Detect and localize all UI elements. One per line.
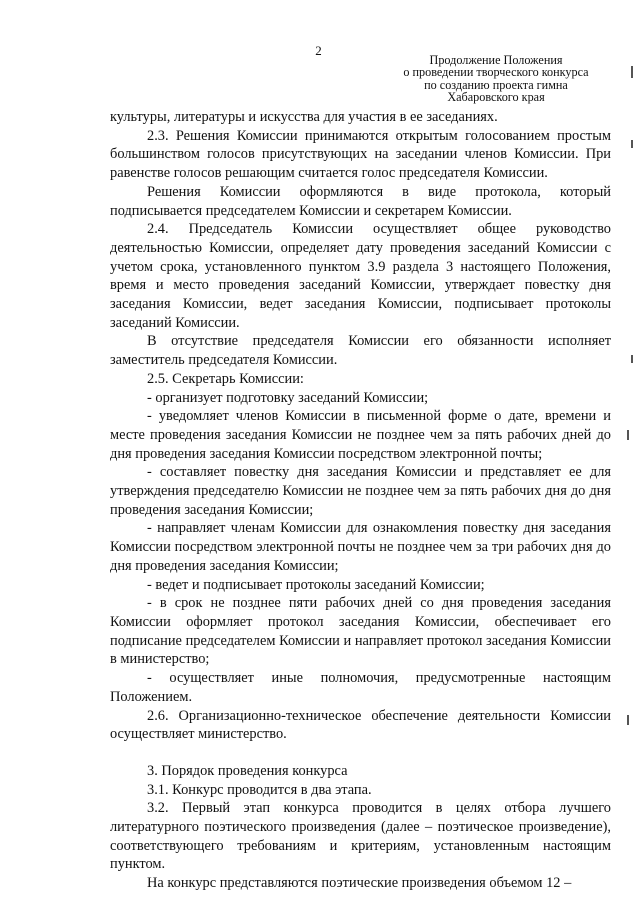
paragraph: культуры, литературы и искусства для участия в ее заседаниях.: [110, 109, 498, 125]
header-note-line: Продолжение Положения: [429, 53, 563, 67]
header-note-line: Хабаровского края: [447, 90, 545, 105]
scan-mark: [627, 715, 629, 725]
scan-mark: [631, 355, 633, 363]
paragraph: Решения Комиссии оформляются в виде протокола, который подписывается председателем Комиссии и секретарем Комиссии.: [110, 183, 611, 219]
scan-mark: [631, 66, 633, 78]
page-number: 2: [315, 43, 322, 58]
document-body: [110, 108, 611, 893]
header-note-line: по созданию проекта гимна: [424, 77, 568, 92]
list-item: - ведет и подписывает протоколы заседаний Комиссии;: [147, 576, 485, 593]
paragraph: 2.6. Организационно-техническое обеспечение деятельности Комиссии осуществляет министерство.: [110, 707, 611, 743]
paragraph: 3.1. Конкурс проводится в два этапа.: [147, 781, 372, 798]
scan-mark: [627, 430, 629, 440]
paragraph: На конкурс представляются поэтические произведения объемом 12 –: [147, 875, 572, 892]
list-item: - направляет членам Комиссии для ознакомления повестку дня заседания Комиссии посредством электронной почты не позднее чем за три рабочих дня до дня проведения заседания Комиссии;: [110, 520, 611, 574]
paragraph: 2.5. Секретарь Комиссии:: [147, 370, 304, 387]
section-title: 3. Порядок проведения конкурса: [147, 762, 348, 779]
list-item: - составляет повестку дня заседания Комиссии и представляет ее для утверждения председателю Комиссии не позднее чем за пять рабочих дня до дня проведения заседания Комиссии;: [110, 464, 611, 518]
list-item: - осуществляет иные полномочия, предусмотренные настоящим Положением.: [110, 670, 611, 705]
paragraph: 3.2. Первый этап конкурса проводится в целях отбора лучшего литературного поэтического произведения (далее – поэтическое произведение), соответствующего требованиям и критериям, установленным настоящим пунктом.: [110, 800, 611, 873]
scan-mark: [631, 140, 633, 148]
header-note-line: о проведении творческого конкурса: [403, 65, 589, 80]
header-note: [391, 54, 601, 104]
list-item: - в срок не позднее пяти рабочих дней со дня проведения заседания Комиссии оформляет протокол заседания Комиссии, обеспечивает его подписание председателем Комиссии и направляет протокол заседания Комиссии в министерство;: [110, 595, 611, 668]
paragraph: В отсутствие председателя Комиссии его обязанности исполняет заместитель председателя Комиссии.: [110, 333, 611, 369]
list-item: - организует подготовку заседаний Комиссии;: [147, 389, 429, 406]
paragraph: 2.4. Председатель Комиссии осуществляет общее руководство деятельностью Комиссии, определяет дату проведения заседаний Комиссии с учетом срока, установленного пунктом 3.9 раздела 3 настоящего Положения, время и место проведения заседаний Комиссии, утверждает повестку дня заседания Комиссии, ведет заседания Комиссии, подписывает протоколы заседаний Комиссии.: [110, 221, 611, 331]
list-item: - уведомляет членов Комиссии в письменной форме о дате, времени и месте проведения заседания Комиссии не позднее чем за пять рабочих дней до дня проведения заседания Комиссии посредством электронной почты;: [110, 408, 611, 462]
paragraph: 2.3. Решения Комиссии принимаются открытым голосованием простым большинством голосов присутствующих на заседании членов Комиссии. При равенстве голосов решающим считается голос председателя Комиссии.: [110, 127, 611, 182]
